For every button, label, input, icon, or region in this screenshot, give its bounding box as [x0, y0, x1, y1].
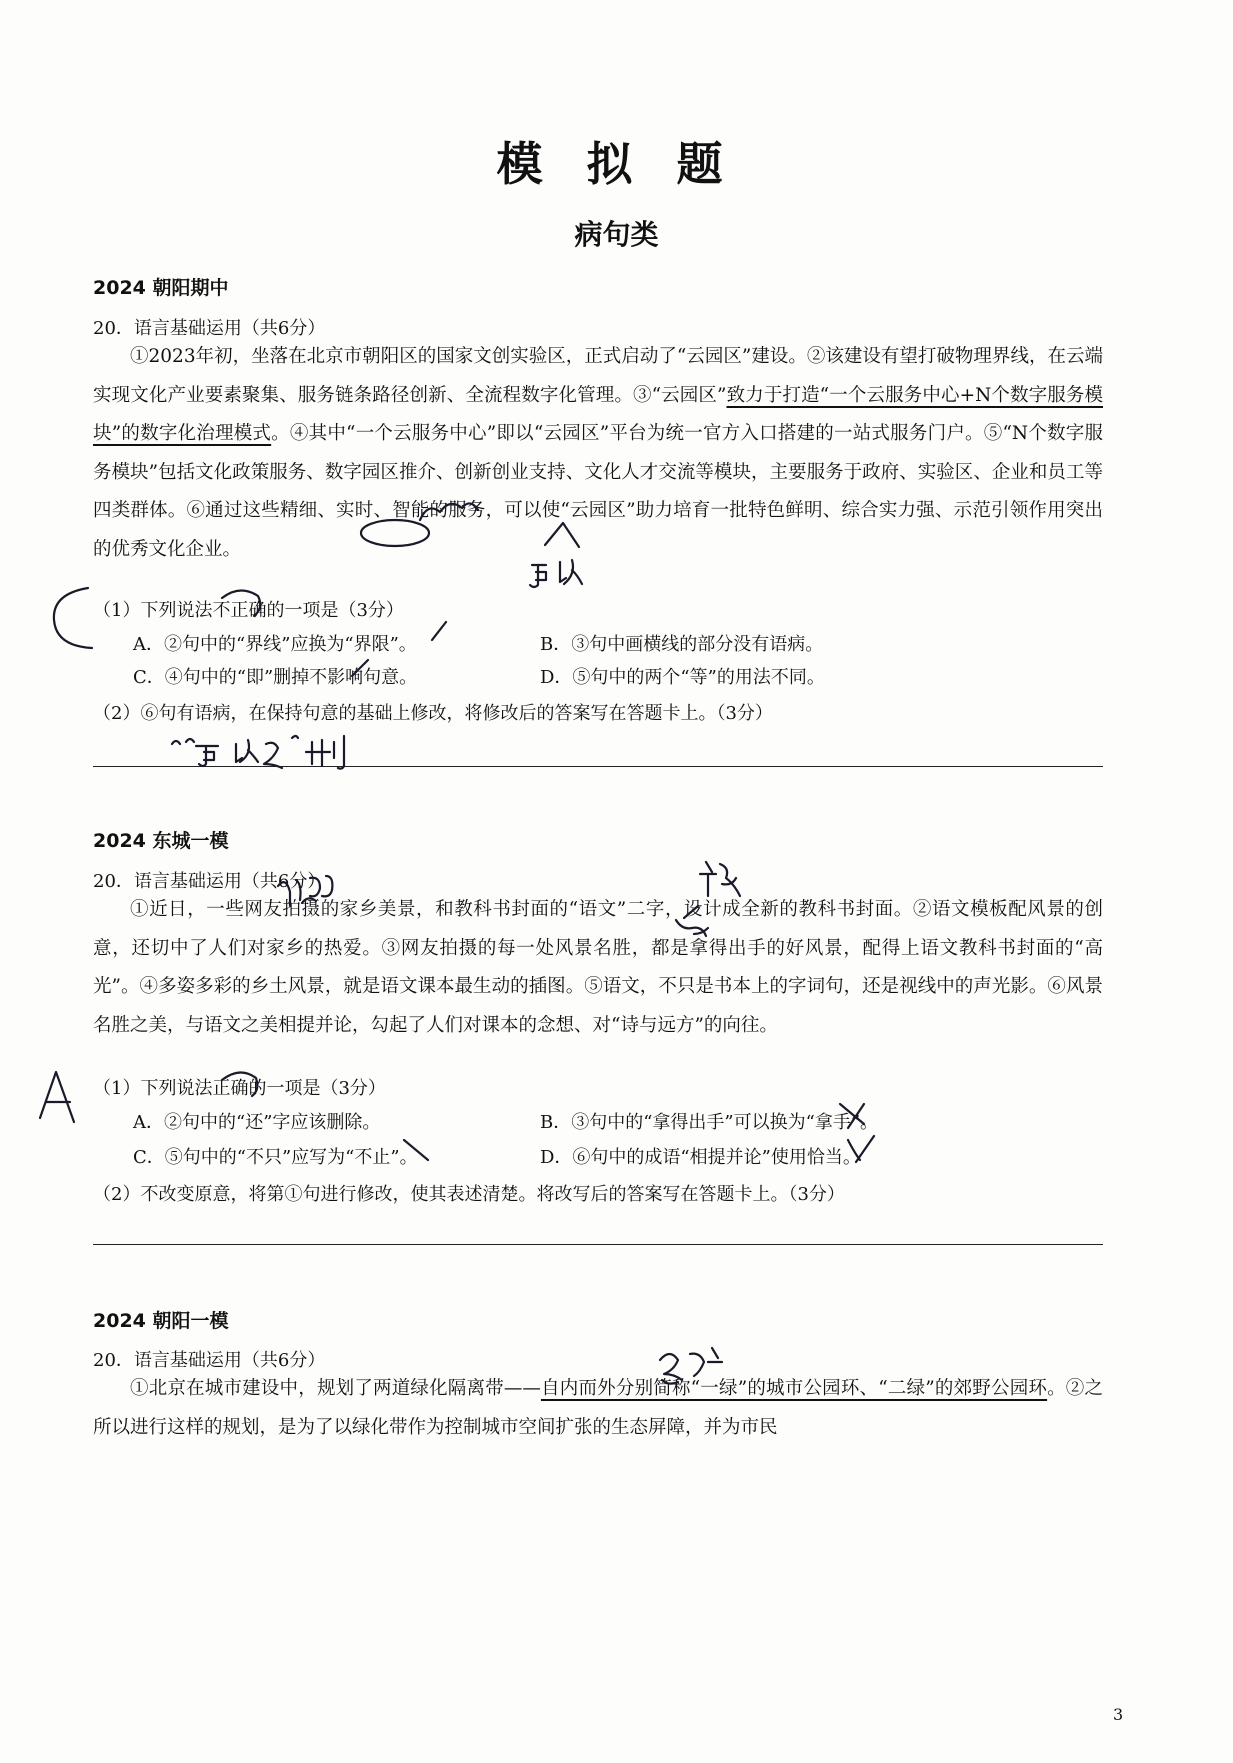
answer-line-1: [93, 766, 1103, 767]
passage-1-underlined: 致力于打造“一个云服务中心+N个数字服务模块”的数字化治理模式: [93, 384, 1103, 444]
option-1-D: D．⑤句中的两个“等”的用法不同。: [540, 667, 825, 688]
option-2-C: C．⑤句中的“不只”应写为“不止”。: [133, 1147, 418, 1168]
ink-answer-text-del: [306, 736, 344, 769]
option-1-A: A．②句中的“界线”应换为“界限”。: [133, 634, 417, 655]
option-1-C: C．④句中的“即”删掉不影响句意。: [133, 667, 418, 688]
passage-3-underlined: 自内而外分别简称“一绿”的城市公园环、“二绿”的郊野公园环: [540, 1378, 1048, 1399]
section-heading-1: 2024 朝阳期中: [93, 277, 229, 299]
option-1-B: B．③句中画横线的部分没有语病。: [540, 634, 824, 655]
passage-3-part-b: 。②之所以进行这样的规划，是为了以绿化带作为控制城市空间扩张的生态屏障，并为市民: [93, 1378, 1103, 1438]
option-2-D: D．⑥句中的成语“相提并论”使用恰当。: [540, 1147, 861, 1168]
question-title-3: 20．语言基础运用（共6分）: [93, 1350, 326, 1371]
sub-question-2-2: （2）不改变原意，将第①句进行修改，使其表述清楚。将改写后的答案写在答题卡上。（3分）: [93, 1184, 845, 1205]
ink-answer-text-2: [236, 736, 298, 768]
ink-answer-text-1: [172, 739, 218, 766]
option-2-B: B．③句中的“拿得出手”可以换为“拿手”。: [540, 1112, 879, 1133]
sub-question-1-2: （2）⑥句有语病，在保持句意的基础上修改，将修改后的答案写在答题卡上。（3分）: [93, 703, 773, 724]
option-2-A: A．②句中的“还”字应该删除。: [133, 1112, 381, 1133]
passage-2: ①近日，一些网友拍摄的家乡美景，和教科书封面的“语文”二字，设计成全新的教科书封面。②语文模板配风景的创意，还切中了人们对家乡的热爱。③网友拍摄的每一处风景名胜，都是拿得出手的好风景，配得上语文教科书封面的“高光”。④多姿多彩的乡土风景，就是语文课本最生动的插图。⑤语文，不只是书本上的字词句，还是视线中的声光影。⑥风景名胜之美，与语文之美相提并论，勾起了人们对课本的念想、对“诗与远方”的向往。: [93, 899, 1103, 1036]
passage-1: [93, 338, 1103, 569]
page-title: 模 拟 题: [496, 137, 737, 191]
passage-3: [93, 1370, 1103, 1447]
passage-1-part-a: ①2023年初，坐落在北京市朝阳区的国家文创实验区，正式启动了“云园区”建设。②该建设有望打破物理界线，在云端实现文化产业要素聚集、服务链条路径创新、全流程数字化管理。③“云园区”: [93, 346, 1103, 406]
question-title-1: 20．语言基础运用（共6分）: [93, 318, 326, 339]
sub-question-2-1: （1）下列说法正确的一项是（3分）: [93, 1078, 386, 1099]
page-number: 3: [1113, 1705, 1124, 1724]
answer-line-2: [93, 1244, 1103, 1245]
ink-answer-C: [54, 588, 92, 648]
page-subtitle: 病句类: [574, 218, 659, 251]
passage-1-part-b: 。④其中“一个云服务中心”即以“云园区”平台为统一官方入口搭建的一站式服务门户。⑤“N个数字服务模块”包括文化政策服务、数字园区推介、创新创业支持、文化人才交流等模块，主要服务于政府、实验区、企业和员工等四类群体。⑥通过这些精细、实时、智能的服务，可以使“云园区”助力培育一批特色鲜明、综合实力强、示范引领作用突出的优秀文化企业。: [93, 423, 1103, 560]
passage-3-part-a: ①北京在城市建设中，规划了两道绿化隔离带——: [130, 1378, 541, 1399]
section-heading-3: 2024 朝阳一模: [93, 1310, 229, 1332]
ink-answer-A: [40, 1072, 74, 1122]
sub-question-1-1: （1）下列说法不正确的一项是（3分）: [93, 600, 404, 621]
section-heading-2: 2024 东城一模: [93, 830, 229, 852]
question-title-2: 20．语言基础运用（共6分）: [93, 871, 326, 892]
